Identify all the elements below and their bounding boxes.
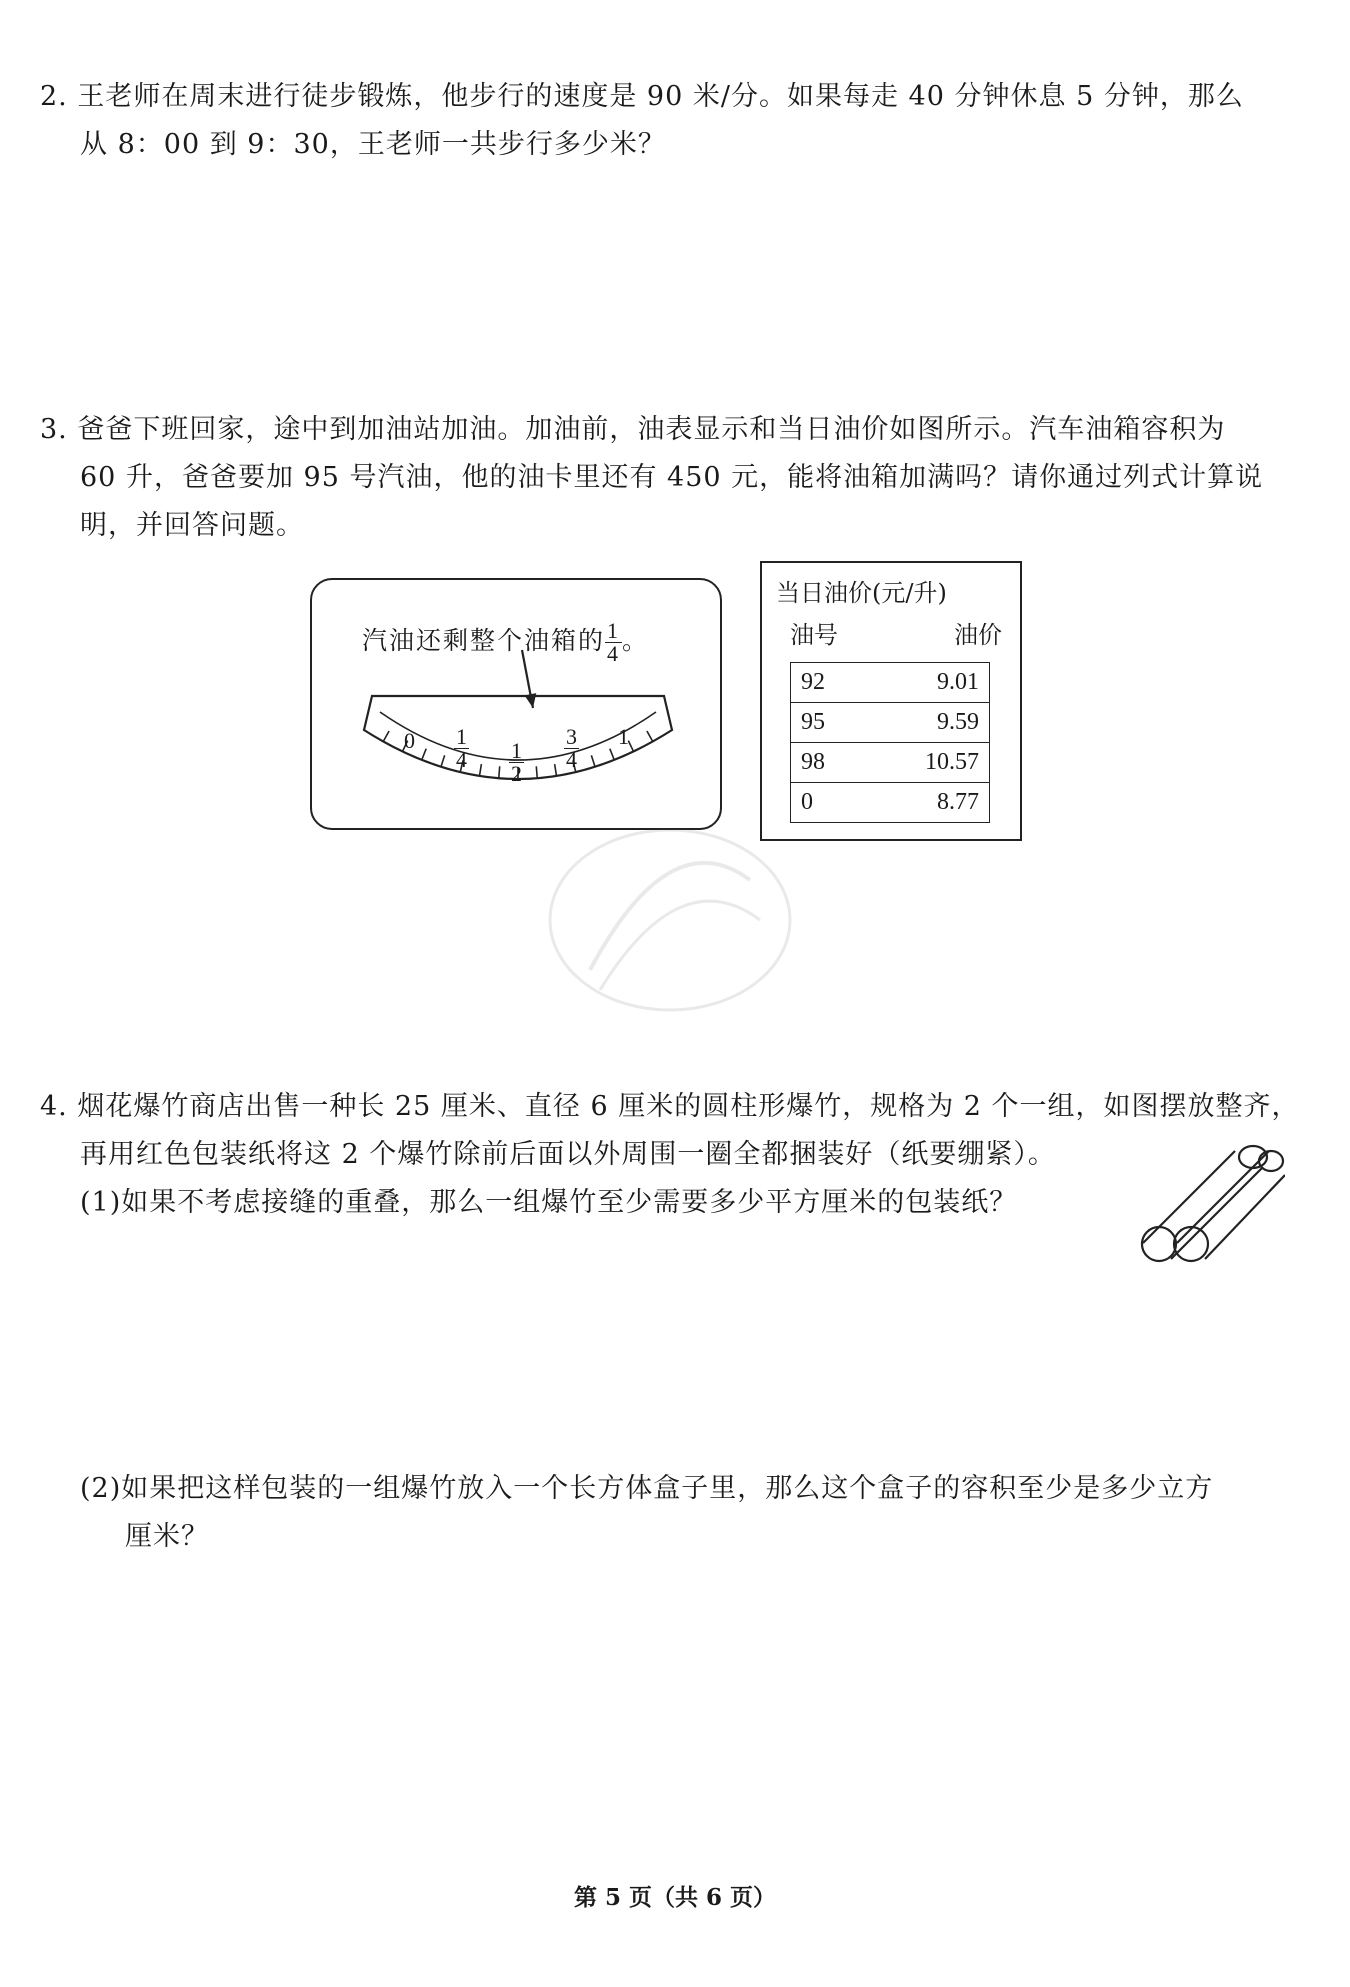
q4-sub2-line-2: 厘米？ — [125, 1521, 209, 1552]
gauge-label-three-quarters: $\frac{3}{4}$ — [566, 724, 577, 772]
q2-line-2: 从 8：00 到 9：30，王老师一共步行多少米？ — [80, 129, 666, 160]
gauge-dial — [312, 580, 724, 832]
gauge-caption-text: 汽油还剩整个油箱的 — [362, 626, 606, 655]
q4-sub1: (1)如果不考虑接缝的重叠，那么一组爆竹至少需要多少平方厘米的包装纸？ — [80, 1187, 1018, 1218]
firecracker-pair-figure — [1135, 1135, 1285, 1265]
fuel-gauge-figure — [310, 578, 722, 830]
grade-cell: 98 — [791, 743, 892, 783]
grade-cell: 0 — [791, 783, 892, 823]
price-cell: 9.01 — [891, 663, 990, 703]
gauge-caption-fraction: $\frac{1}{4}$ — [607, 618, 621, 666]
q4-line-1: 4. 烟花爆竹商店出售一种长 25 厘米、直径 6 厘米的圆柱形爆竹，规格为 2 个一组，如图摆放整齐， — [40, 1091, 1300, 1122]
q3-line-1: 3. 爸爸下班回家，途中到加油站加油。加油前，油表显示和当日油价如图所示。汽车油箱容积为 — [40, 414, 1226, 445]
watermark-logo — [520, 800, 820, 1060]
price-column-price: 油价 — [954, 621, 1002, 649]
gauge-tick — [536, 766, 537, 778]
grade-cell: 95 — [791, 703, 892, 743]
table-row — [791, 663, 990, 703]
price-cell: 9.59 — [891, 703, 990, 743]
price-table-title: 当日油价(元/升) — [776, 579, 947, 607]
grade-cell: 92 — [791, 663, 892, 703]
gauge-tick — [499, 766, 500, 778]
table-row — [791, 703, 990, 743]
oil-price-table — [790, 662, 990, 823]
q2-line-1: 2. 王老师在周末进行徒步锻炼，他步行的速度是 90 米/分。如果每走 40 分钟休息 5 分钟，那么 — [40, 81, 1244, 112]
q4-line-2: 再用红色包装纸将这 2 个爆竹除前后面以外周围一圈全都捆装好（纸要绷紧）。 — [80, 1139, 1056, 1170]
gauge-label-quarter: $\frac{1}{4}$ — [456, 724, 467, 772]
q4-sub2-line-1: (2)如果把这样包装的一组爆竹放入一个长方体盒子里，那么这个盒子的容积至少是多少立方 — [80, 1473, 1214, 1504]
table-row — [791, 783, 990, 823]
price-cell: 10.57 — [891, 743, 990, 783]
gauge-label-half: $\frac{1}{2}$ — [511, 738, 522, 786]
price-cell: 8.77 — [891, 783, 990, 823]
page-number: 第 5 页（共 6 页） — [573, 1884, 777, 1911]
gauge-caption: 汽油还剩整个油箱的 $\frac{1}{4}$ 。 — [362, 618, 650, 666]
price-column-grade: 油号 — [790, 621, 838, 649]
q3-line-2: 60 升，爸爸要加 95 号汽油，他的油卡里还有 450 元，能将油箱加满吗？请你通过列式计算说 — [80, 462, 1264, 493]
oil-price-panel — [760, 561, 1022, 841]
table-row — [791, 743, 990, 783]
gauge-label-1: 1 — [618, 724, 629, 749]
q3-line-3: 明，并回答问题。 — [80, 510, 304, 541]
gauge-label-0: 0 — [404, 728, 415, 753]
